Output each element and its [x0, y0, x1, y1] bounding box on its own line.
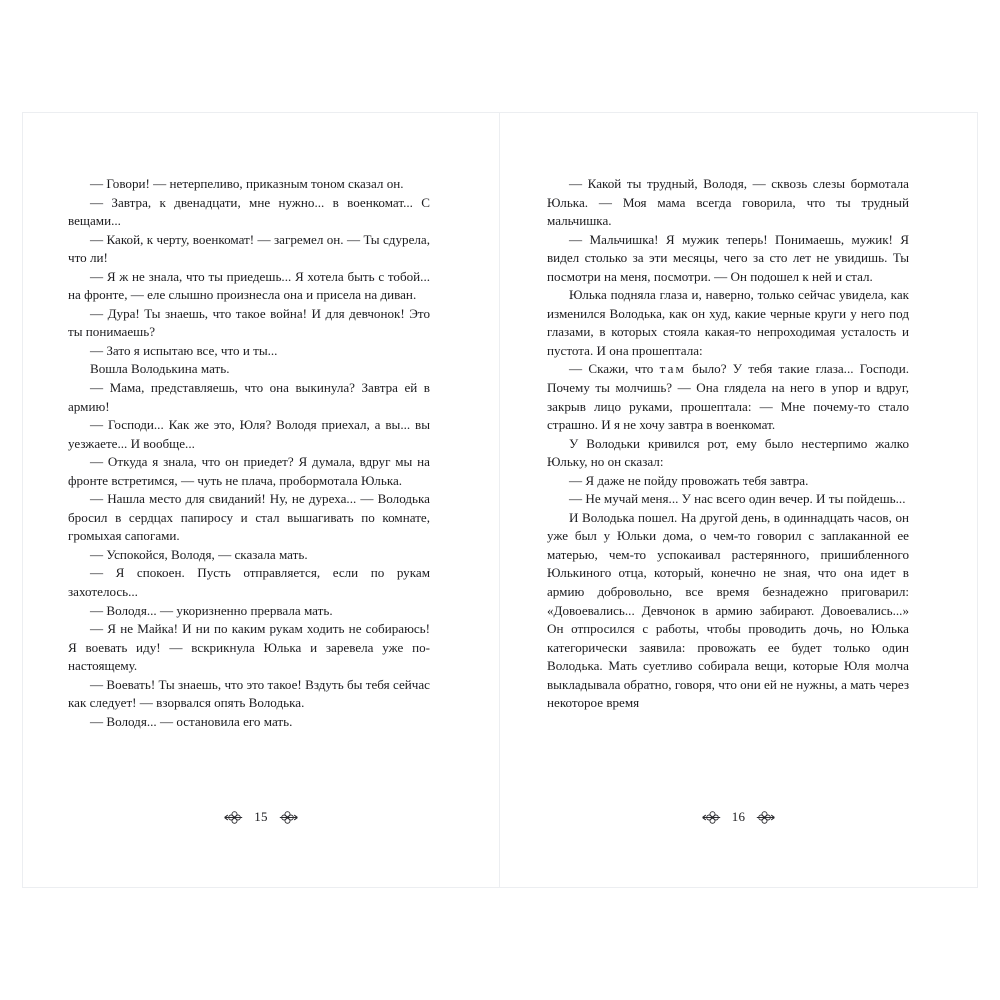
- paragraph: — Я спокоен. Пусть отправляется, если по рукам захотелось...: [68, 565, 430, 600]
- book-spread: [22, 112, 978, 888]
- book-page-left: [23, 113, 500, 887]
- paragraph: — Успокойся, Володя, — сказала мать.: [90, 546, 308, 562]
- paragraph: — Володя... — остановила его мать.: [90, 713, 293, 729]
- paragraph: — Я не Майка! И ни по каким рукам ходить не собираюсь! Я воевать иду! — вскрикнула Юлька и заревела уже по-настоящему.: [68, 621, 430, 674]
- paragraph: — Мальчишка! Я мужик теперь! Понимаешь, мужик! Я видел столько за эти месяцы, чего за сто лет не увидишь. Ты посмотри на меня, посмотри. — Он подошел к ней и стал.: [547, 231, 909, 284]
- folio-right: [500, 809, 977, 825]
- fleuron-left-icon: [702, 810, 723, 825]
- paragraph: — Я ж не знала, что ты приедешь... Я хотела быть с тобой... на фронте, — еле слышно произнесла она и присела на диван.: [68, 268, 430, 303]
- fleuron-left-icon: [224, 810, 245, 825]
- paragraph: — Какой ты трудный, Володя, — сквозь слезы бормотала Юлька. — Моя мама всегда говорила, что ты трудный мальчишка.: [547, 176, 909, 229]
- paragraph: — Не мучай меня... У нас всего один вечер. И ты пойдешь...: [569, 491, 906, 507]
- page-number-left: 15: [254, 809, 268, 824]
- paragraph: — Говори! — нетерпеливо, приказным тоном сказал он.: [90, 176, 404, 191]
- paragraph: И Володька пошел. На другой день, в одиннадцать часов, он уже был у Юльки дома, о чем-то говорил с заплаканной ее матерью, чем-то успокаивал растерянного, пришибленного Юлькиного отца, который, конечно не зная, что она идет в армию добровольно, все время безнадежно приговарил: «Довоевались... Девчонок в армию забирают. Довоевались...» Он отпросился с работы, чтобы проводить дочь, но Юлька категорически заявила: провожать ее будет только один Володька. Мать суетливо собирала вещи, которые Юля молча выкладывала обратно, говоря, что они ей не нужны, а мать через некоторое время: [547, 509, 909, 711]
- paragraph: — Мама, представляешь, что она выкинула? Завтра ей в армию!: [68, 380, 430, 414]
- paragraph: Юлька подняла глаза и, наверно, только сейчас увидела, как изменился Володька, как он худ, какие черные круги у него под глазами, в которых стояла какая-то непроходимая усталость и пустота. И она прошептала:: [547, 287, 909, 358]
- paragraph: — Зато я испытаю все, что и ты...: [90, 342, 278, 358]
- book-page-right: [500, 113, 977, 887]
- paragraph: — Скажи, что там было? У тебя такие глаза... Господи. Почему ты молчишь? — Она глядела на него в упор и вдруг, закрыв лицо руками, прошептала: — Мне почему-то стало страшно. И я не хочу завтра в военкомат.: [547, 361, 909, 433]
- page-text-right: [547, 175, 909, 713]
- fleuron-right-icon: [277, 810, 298, 825]
- paragraph: Вошла Володькина мать.: [90, 361, 230, 377]
- folio-left: [23, 809, 499, 825]
- paragraph: — Какой, к черту, военкомат! — загремел он. — Ты сдурела, что ли!: [68, 231, 430, 266]
- paragraph: — Воевать! Ты знаешь, что это такое! Вздуть бы тебя сейчас как следует! — взорвался опять Володька.: [68, 676, 430, 711]
- emphasis-spaced-text: там: [659, 361, 686, 377]
- paragraph: — Нашла место для свиданий! Ну, не дуреха... — Володька бросил в сердцах папиросу и стал вышагивать по комнате, громыхая сапогами.: [68, 491, 430, 544]
- paragraph: — Володя... — укоризненно прервала мать.: [90, 602, 333, 618]
- paragraph: У Володьки кривился рот, ему было нестерпимо жалко Юльку, но он сказал:: [547, 435, 909, 470]
- paragraph: — Откуда я знала, что он приедет? Я думала, вдруг мы на фронте встретимся, — чуть не плача, пробормотала Юлька.: [68, 454, 430, 488]
- paragraph: — Завтра, к двенадцати, мне нужно... в военкомат... С вещами...: [68, 194, 430, 229]
- page-number-right: 16: [731, 809, 746, 824]
- paragraph: — Дура! Ты знаешь, что такое война! И для девчонок! Это ты понимаешь?: [68, 305, 430, 340]
- fleuron-right-icon: [754, 810, 775, 825]
- page-text-left: [68, 175, 430, 731]
- paragraph: — Господи... Как же это, Юля? Володя приехал, а вы... вы уезжаете... И вообще...: [68, 417, 430, 451]
- paragraph: — Я даже не пойду провожать тебя завтра.: [569, 472, 809, 488]
